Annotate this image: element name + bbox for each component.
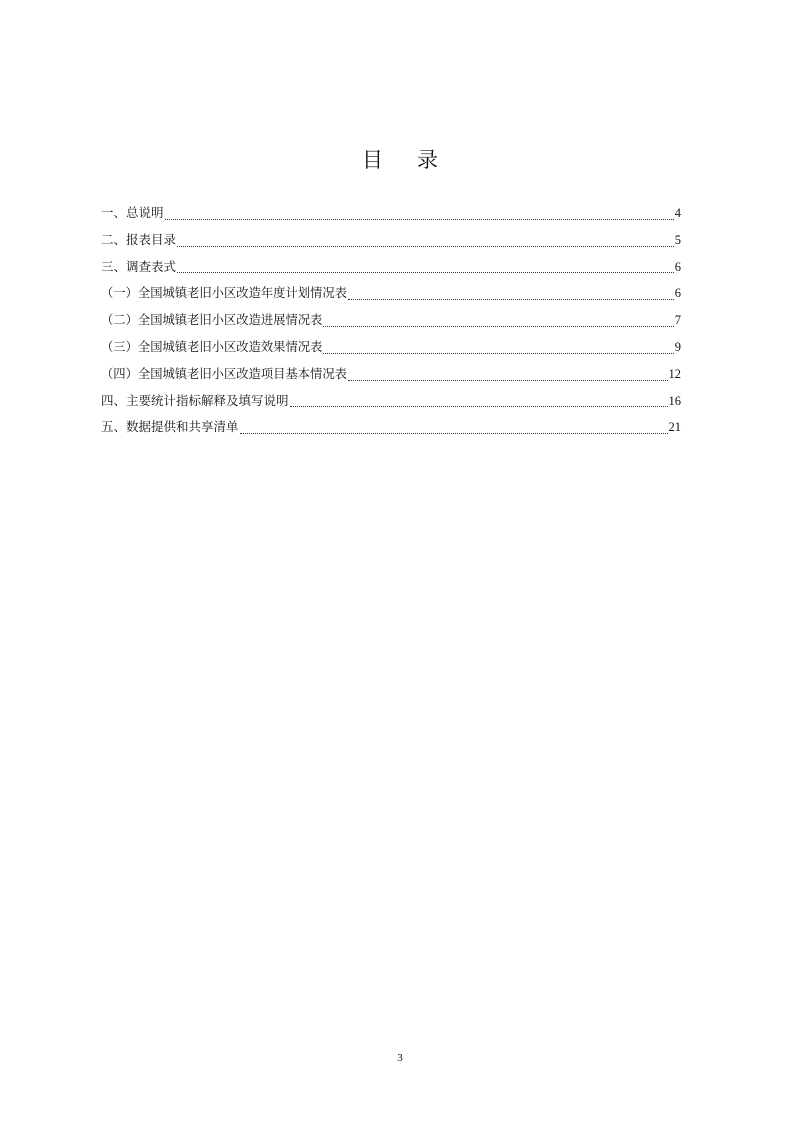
- toc-entry-page: 9: [674, 339, 681, 354]
- toc-entry-2[interactable]: [101, 227, 681, 254]
- toc-entry-page: 21: [668, 420, 681, 435]
- toc-entry-page: 6: [674, 259, 681, 274]
- dot-leader: [177, 262, 674, 273]
- toc-entry-label: 二、报表目录: [101, 231, 177, 247]
- toc-entry-5[interactable]: [101, 307, 681, 334]
- toc-entry-label: 一、总说明: [101, 205, 164, 220]
- dot-leader: [240, 423, 668, 434]
- toc-entry-1[interactable]: [101, 200, 681, 227]
- toc-entry-label: 三、调查表式: [101, 258, 177, 274]
- page-number: 3: [397, 1052, 403, 1064]
- dot-leader: [348, 289, 674, 300]
- dot-leader: [290, 396, 668, 407]
- title-char-1: 目: [362, 148, 383, 172]
- dot-leader: [165, 209, 674, 220]
- toc-entry-8[interactable]: [101, 388, 681, 415]
- toc-entry-page: 4: [674, 206, 681, 220]
- dot-leader: [323, 343, 673, 354]
- table-of-contents: [101, 200, 681, 441]
- title-char-2: 录: [417, 148, 438, 172]
- toc-entry-7[interactable]: [101, 361, 681, 388]
- dot-leader: [177, 236, 674, 247]
- toc-entry-label: （一）全国城镇老旧小区改造年度计划情况表: [101, 286, 347, 301]
- dot-leader: [323, 316, 673, 327]
- toc-entry-9[interactable]: [101, 414, 681, 441]
- toc-entry-3[interactable]: [101, 254, 681, 281]
- toc-entry-label: 五、数据提供和共享清单: [101, 419, 239, 435]
- toc-entry-label: （四）全国城镇老旧小区改造项目基本情况表: [101, 366, 347, 381]
- page-title: [0, 144, 800, 174]
- toc-entry-page: 5: [674, 232, 681, 247]
- toc-entry-label: （二）全国城镇老旧小区改造进展情况表: [101, 313, 323, 328]
- toc-entry-page: 6: [674, 286, 681, 301]
- toc-entry-label: （三）全国城镇老旧小区改造效果情况表: [101, 339, 323, 354]
- toc-entry-4[interactable]: [101, 280, 681, 307]
- toc-entry-6[interactable]: [101, 334, 681, 361]
- toc-entry-page: 12: [668, 366, 681, 381]
- dot-leader: [348, 370, 668, 381]
- toc-entry-label: 四、主要统计指标解释及填写说明: [101, 392, 289, 408]
- toc-entry-page: 16: [668, 393, 681, 408]
- toc-entry-page: 7: [674, 313, 681, 328]
